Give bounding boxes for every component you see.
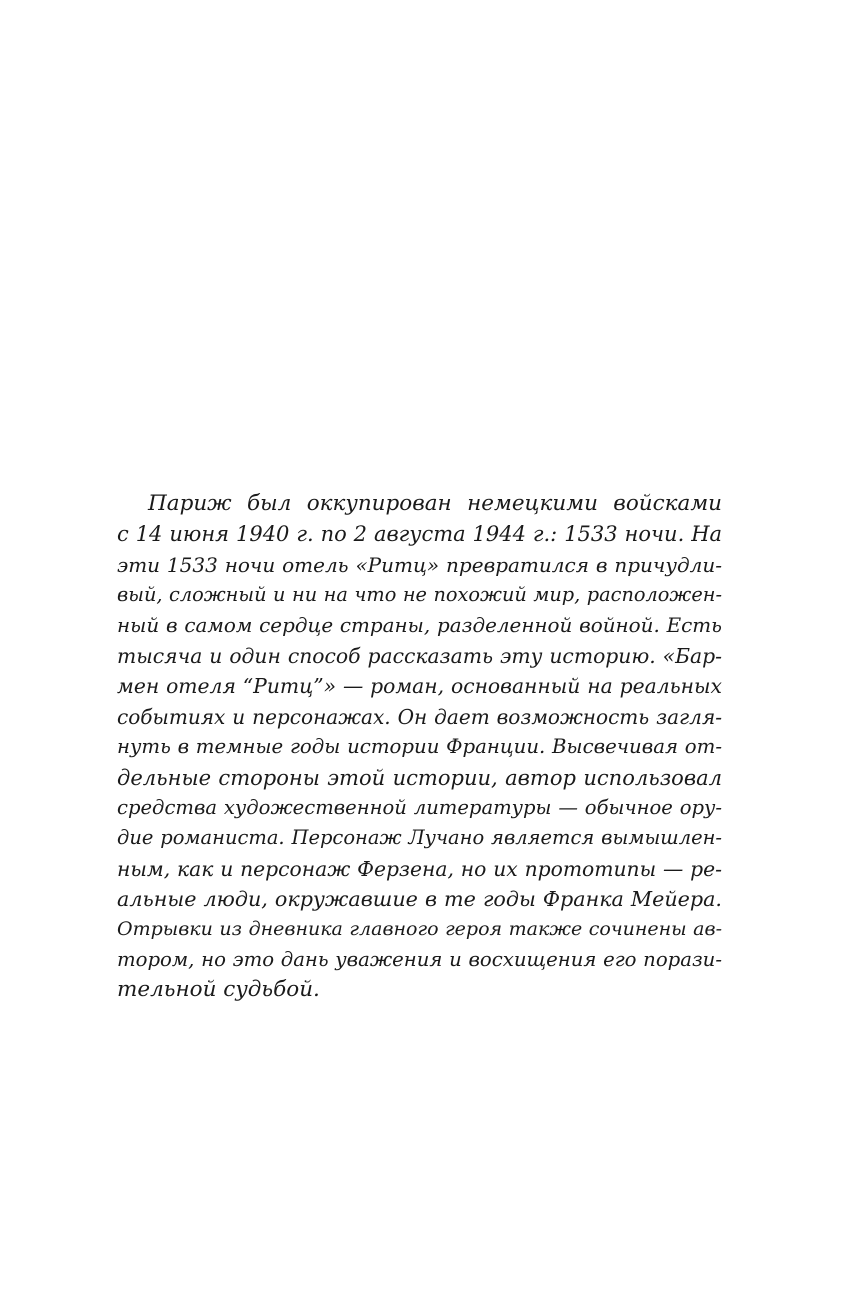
paragraph-line: ный в самом сердце страны, разделенной войной. Есть [117, 613, 722, 637]
paragraph-line: тором, но это дань уважения и восхищения его порази- [117, 947, 722, 971]
paragraph-line: ным, как и персонаж Ферзена, но их прототипы — ре- [117, 856, 722, 881]
paragraph-line: дие романиста. Персонаж Лучано является вымышлен- [117, 826, 722, 850]
paragraph-line: нуть в темные годы истории Франции. Высвечивая от- [117, 735, 722, 759]
paragraph-line: Отрывки из дневника главного героя также сочинены ав- [117, 918, 722, 941]
paragraph-line: Париж был оккупирован немецкими войсками [148, 491, 722, 516]
paragraph-line: тельной судьбой. [117, 977, 320, 1003]
paragraph-line: событиях и персонажах. Он дает возможность загля- [117, 704, 722, 729]
paragraph-line: дельные стороны этой истории, автор использовал [117, 764, 722, 790]
foreword-paragraph [117, 489, 722, 1006]
paragraph-line: эти 1533 ночи отель «Ритц» превратился в причудли- [117, 552, 722, 577]
paragraph-line: вый, сложный и ни на что не похожий мир, расположен- [117, 583, 722, 607]
paragraph-line: мен отеля “Ритц”» — роман, основанный на реальных [117, 674, 722, 699]
paragraph-line: тысяча и один способ рассказать эту историю. «Бар- [117, 643, 722, 668]
paragraph-line: средства художественной литературы — обычное ору- [117, 795, 722, 819]
paragraph-line: с 14 июня 1940 г. по 2 августа 1944 г.: 1533 ночи. На [117, 522, 722, 547]
paragraph-line: альные люди, окружавшие в те годы Франка Мейера. [117, 887, 722, 912]
